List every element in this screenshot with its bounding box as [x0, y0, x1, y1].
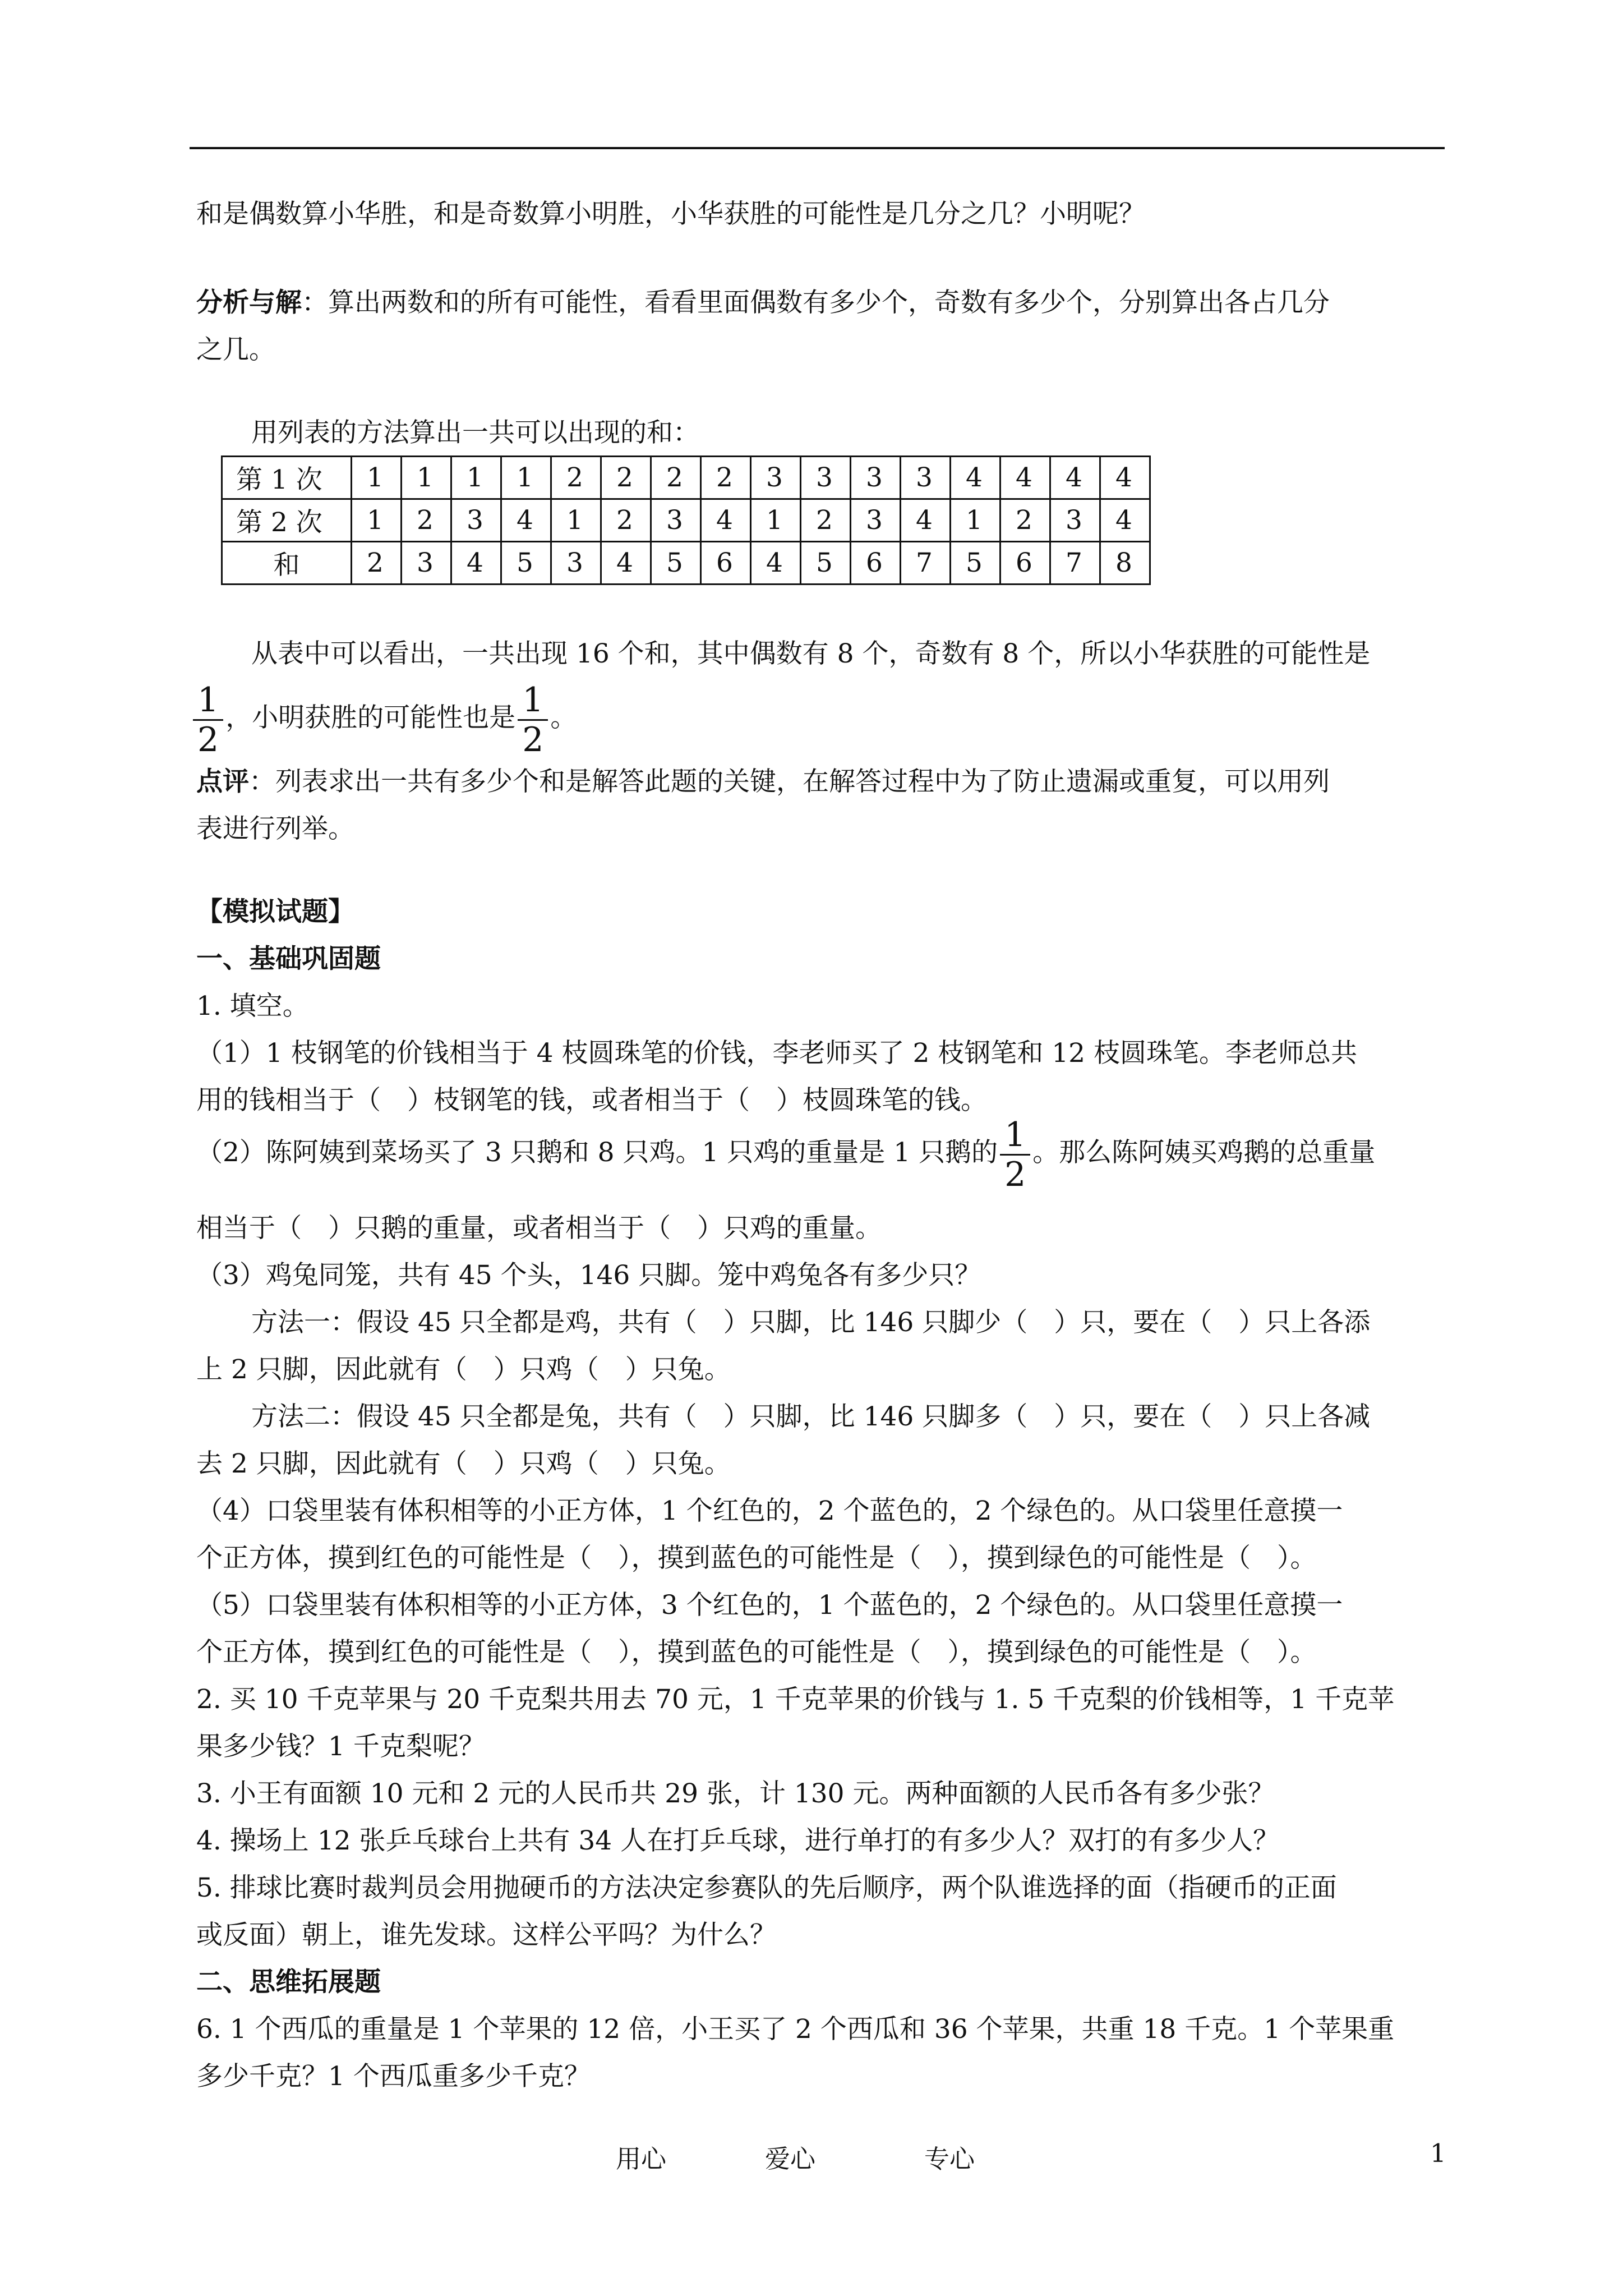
fraction-numerator: 1	[1000, 1116, 1030, 1156]
fraction-denominator: 2	[522, 720, 544, 760]
table-cell: 4	[451, 542, 501, 585]
table-cell: 4	[601, 542, 651, 585]
table-cell: 1	[951, 499, 1000, 542]
table-cell: 3	[851, 457, 901, 499]
table-cell: 2	[651, 457, 701, 499]
table-row	[222, 499, 1150, 542]
footer-text-1: 用心	[616, 2144, 667, 2174]
table-cell: 2	[352, 542, 402, 585]
table-cell: 6	[1000, 542, 1050, 585]
comment-line-2: 表进行列举。	[196, 813, 354, 844]
q1-2-line-2: 相当于（ ）只鹅的重量，或者相当于（ ）只鸡的重量。	[196, 1213, 882, 1244]
comment-label: 点评	[196, 766, 249, 797]
analysis-text-1: ：算出两数和的所有可能性，看看里面偶数有多少个，奇数有多少个，分别算出各占几分	[302, 287, 1330, 318]
q3: 3. 小王有面额 10 元和 2 元的人民币共 29 张，计 130 元。两种面额的人民币各有多少张？	[196, 1778, 1275, 1809]
header-rule	[190, 147, 1445, 149]
q1-5-line-1: （5）口袋里装有体积相等的小正方体，3 个红色的，1 个蓝色的，2 个绿色的。从口袋里任意摸一	[196, 1590, 1343, 1621]
comment-line-1	[196, 758, 1447, 806]
conclusion-mid: ，小明获胜的可能性也是	[225, 702, 516, 733]
q1-3-method2-line-1: 方法二：假设 45 只全都是兔，共有（ ）只脚，比 146 只脚多（ ）只，要在（ ）只上各减	[251, 1401, 1371, 1432]
table-cell: 4	[901, 499, 951, 542]
q6-line-2: 多少千克？1 个西瓜重多少千克？	[196, 2061, 591, 2092]
analysis-line-2: 之几。	[196, 334, 275, 365]
table-cell: 4	[951, 457, 1000, 499]
section-2-title: 二、思维拓展题	[196, 1967, 381, 1998]
table-cell: 5	[501, 542, 551, 585]
table-cell: 3	[1050, 499, 1100, 542]
q1-3: （3）鸡兔同笼，共有 45 个头，146 只脚。笼中鸡兔各有多少只？	[196, 1260, 981, 1291]
table-cell: 6	[701, 542, 751, 585]
comment-text-1: ：列表求出一共有多少个和是解答此题的关键，在解答过程中为了防止遗漏或重复，可以用列	[249, 766, 1330, 797]
table-cell: 1	[352, 499, 402, 542]
table-cell: 4	[1000, 457, 1050, 499]
table-cell: 3	[851, 499, 901, 542]
table-row	[222, 457, 1150, 499]
footer-text-3: 专心	[924, 2144, 975, 2174]
table-cell: 5	[651, 542, 701, 585]
table-cell: 1	[551, 499, 601, 542]
table-cell: 2	[801, 499, 851, 542]
table-cell: 4	[1100, 499, 1150, 542]
table-cell: 7	[901, 542, 951, 585]
table-cell: 4	[1050, 457, 1100, 499]
table-cell: 1	[402, 457, 451, 499]
table-cell: 5	[801, 542, 851, 585]
table-cell: 2	[551, 457, 601, 499]
table-cell: 1	[751, 499, 801, 542]
q2-line-2: 果多少钱？1 千克梨呢？	[196, 1731, 485, 1762]
table-cell: 4	[501, 499, 551, 542]
table-cell: 6	[851, 542, 901, 585]
table-cell: 2	[601, 499, 651, 542]
fraction-numerator: 1	[518, 681, 548, 721]
table-cell: 4	[1100, 457, 1150, 499]
q6-line-1: 6. 1 个西瓜的重量是 1 个苹果的 12 倍，小王买了 2 个西瓜和 36 个苹果，共重 18 千克。1 个苹果重	[196, 2014, 1395, 2045]
q5-line-2: 或反面）朝上，谁先发球。这样公平吗？为什么？	[196, 1920, 776, 1950]
table-cell: 1	[501, 457, 551, 499]
q1-5-line-2: 个正方体，摸到红色的可能性是（ ），摸到蓝色的可能性是（ ），摸到绿色的可能性是（ ）。	[196, 1637, 1317, 1668]
fraction-one-half-2	[518, 681, 548, 759]
q1-1-line-1: （1）1 枝钢笔的价钱相当于 4 枝圆珠笔的价钱，李老师买了 2 枝钢笔和 12 枝圆珠笔。李老师总共	[196, 1038, 1357, 1069]
table-cell: 3	[551, 542, 601, 585]
q1-2-text-end: 。那么陈阿姨买鸡鹅的总重量	[1032, 1137, 1376, 1168]
section-mock-title: 【模拟试题】	[196, 896, 354, 927]
table-cell: 8	[1100, 542, 1150, 585]
row-header: 和	[222, 542, 352, 585]
fraction-one-half-3	[1000, 1116, 1030, 1194]
q1-title: 1. 填空。	[196, 991, 309, 1022]
page-number: 1	[1430, 2138, 1446, 2168]
table-cell: 3	[451, 499, 501, 542]
table-cell: 1	[451, 457, 501, 499]
fraction-denominator: 2	[1004, 1154, 1026, 1194]
table-cell: 2	[402, 499, 451, 542]
intro-line: 和是偶数算小华胜，和是奇数算小明胜，小华获胜的可能性是几分之几？小明呢？	[196, 199, 1145, 229]
footer-text-2: 爱心	[765, 2144, 816, 2174]
q1-1-line-2: 用的钱相当于（ ）枝钢笔的钱，或者相当于（ ）枝圆珠笔的钱。	[196, 1085, 987, 1116]
table-cell: 2	[1000, 499, 1050, 542]
analysis-line-1	[196, 279, 1447, 326]
q1-4-line-1: （4）口袋里装有体积相等的小正方体，1 个红色的，2 个蓝色的，2 个绿色的。从口袋里任意摸一	[196, 1496, 1343, 1526]
table-cell: 4	[701, 499, 751, 542]
q5-line-1: 5. 排球比赛时裁判员会用抛硬币的方法决定参赛队的先后顺序，两个队谁选择的面（指硬币的正面	[196, 1872, 1337, 1903]
table-cell: 7	[1050, 542, 1100, 585]
fraction-numerator: 1	[193, 681, 223, 721]
table-cell: 3	[801, 457, 851, 499]
row-header: 第 2 次	[222, 499, 352, 542]
q1-3-method1-line-2: 上 2 只脚，因此就有（ ）只鸡（ ）只兔。	[196, 1354, 731, 1385]
table-cell: 3	[751, 457, 801, 499]
table-row	[222, 542, 1150, 585]
q4: 4. 操场上 12 张乒乓球台上共有 34 人在打乒乓球，进行单打的有多少人？双打的有多少人？	[196, 1825, 1280, 1856]
row-header: 第 1 次	[222, 457, 352, 499]
table-cell: 2	[701, 457, 751, 499]
table-cell: 4	[751, 542, 801, 585]
q1-3-method1-line-1: 方法一：假设 45 只全都是鸡，共有（ ）只脚，比 146 只脚少（ ）只，要在（ ）只上各添	[251, 1307, 1371, 1338]
conclusion-line-1: 从表中可以看出，一共出现 16 个和，其中偶数有 8 个，奇数有 8 个，所以小华获胜的可能性是	[251, 638, 1371, 669]
q1-2-line-1	[196, 1114, 1447, 1194]
q2-line-1: 2. 买 10 千克苹果与 20 千克梨共用去 70 元，1 千克苹果的价钱与 1. 5 千克梨的价钱相等，1 千克苹	[196, 1684, 1395, 1715]
table-cell: 3	[651, 499, 701, 542]
fraction-denominator: 2	[197, 720, 219, 760]
section-1-title: 一、基础巩固题	[196, 944, 381, 974]
table-cell: 2	[601, 457, 651, 499]
fraction-one-half	[193, 681, 223, 759]
analysis-label: 分析与解	[196, 287, 302, 318]
table-cell: 3	[901, 457, 951, 499]
table-cell: 5	[951, 542, 1000, 585]
q1-4-line-2: 个正方体，摸到红色的可能性是（ ），摸到蓝色的可能性是（ ），摸到绿色的可能性是（ ）。	[196, 1543, 1317, 1573]
table-cell: 1	[352, 457, 402, 499]
sums-table	[221, 455, 1151, 585]
q1-2-text: （2）陈阿姨到菜场买了 3 只鹅和 8 只鸡。1 只鸡的重量是 1 只鹅的	[196, 1137, 998, 1168]
table-intro: 用列表的方法算出一共可以出现的和：	[251, 417, 699, 448]
q1-3-method2-line-2: 去 2 只脚，因此就有（ ）只鸡（ ）只兔。	[196, 1448, 731, 1479]
conclusion-line-2	[191, 679, 1441, 759]
conclusion-end: 。	[550, 702, 577, 733]
table-cell: 3	[402, 542, 451, 585]
